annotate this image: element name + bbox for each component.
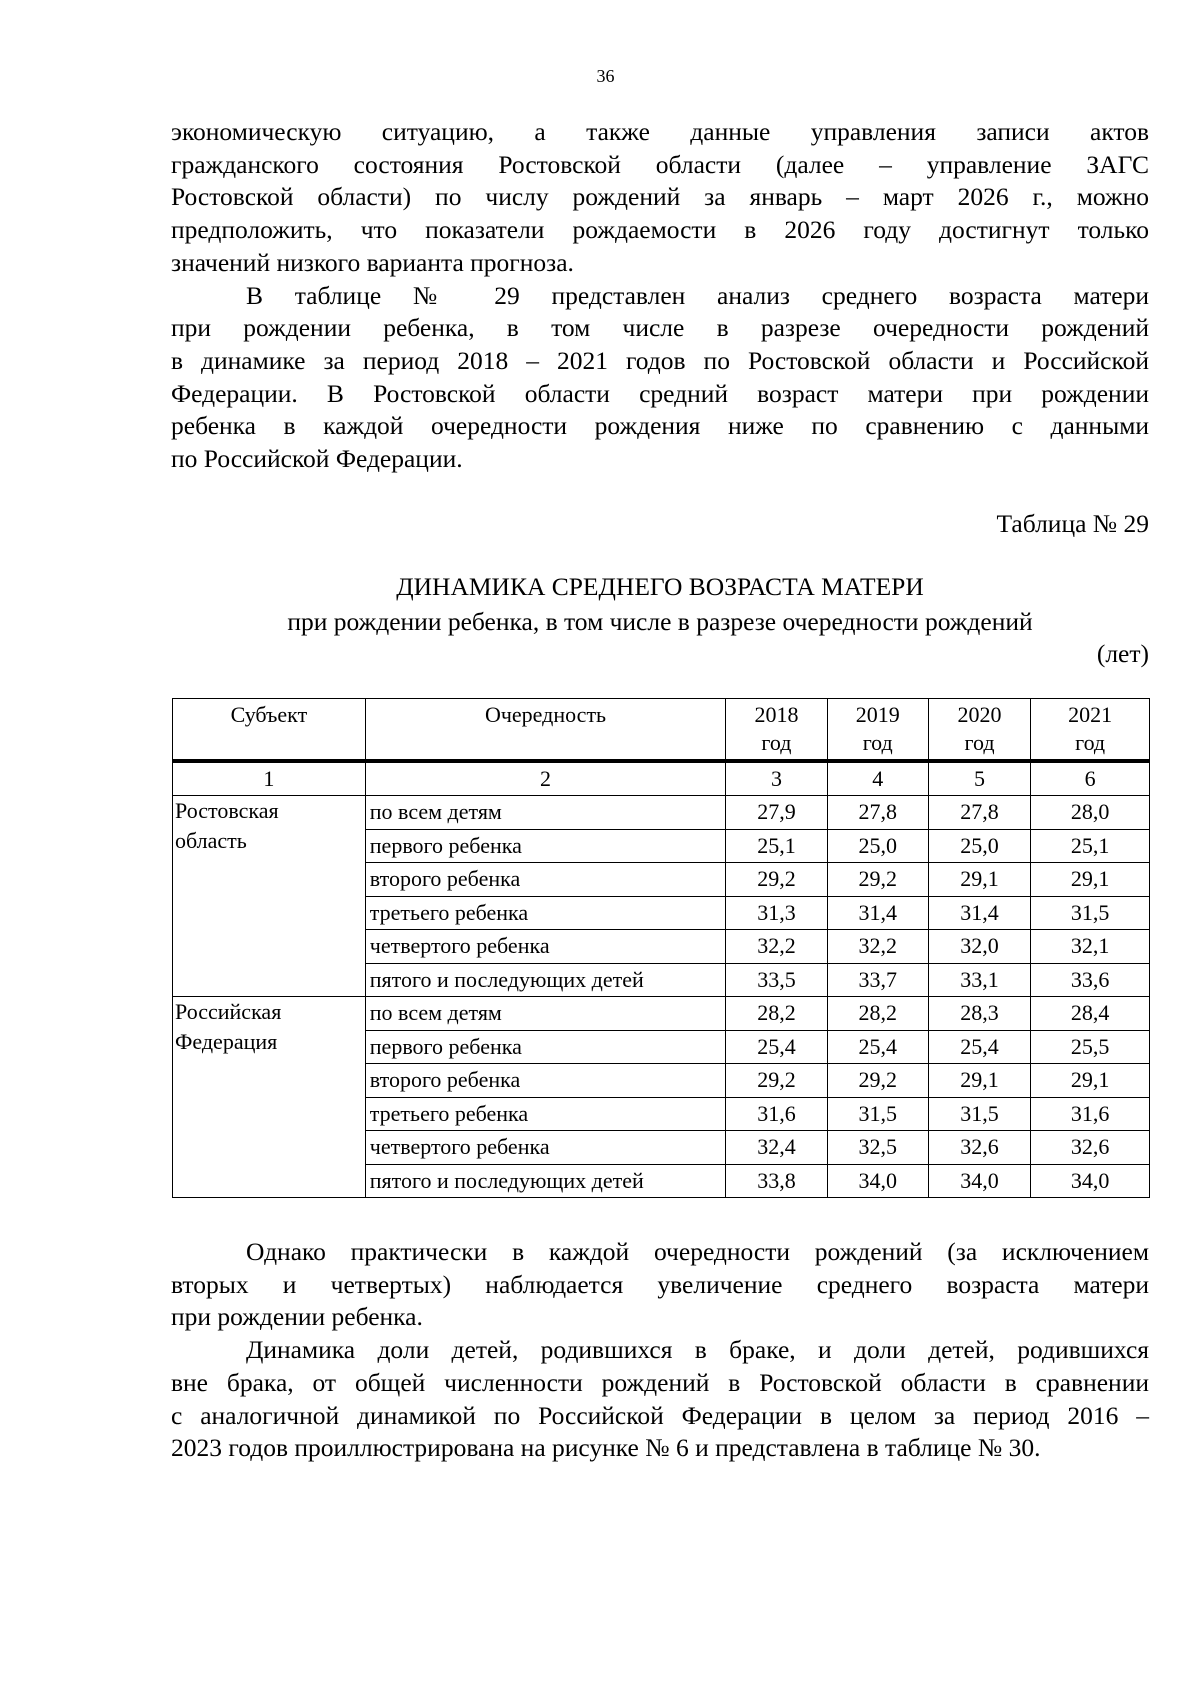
order-cell: четвертого ребенка bbox=[365, 1131, 726, 1165]
text-line: при рождении ребенка. bbox=[171, 1302, 423, 1332]
text-line: предположить, что показатели рождаемости в 2026 году достигнут только bbox=[171, 215, 1149, 245]
value-cell: 29,1 bbox=[928, 1064, 1030, 1098]
value-cell: 31,4 bbox=[928, 896, 1030, 930]
value-cell: 27,8 bbox=[928, 796, 1030, 830]
text-line: по Российской Федерации. bbox=[171, 444, 463, 474]
value-cell: 25,4 bbox=[726, 1030, 827, 1064]
value-cell: 31,4 bbox=[827, 896, 928, 930]
value-cell: 25,1 bbox=[726, 829, 827, 863]
value-cell: 29,1 bbox=[1031, 1064, 1150, 1098]
value-cell: 29,1 bbox=[928, 863, 1030, 897]
header-order: Очередность bbox=[365, 699, 726, 762]
order-cell: пятого и последующих детей bbox=[365, 963, 726, 997]
value-cell: 29,2 bbox=[827, 1064, 928, 1098]
text-line: значений низкого варианта прогноза. bbox=[171, 247, 574, 277]
value-cell: 32,2 bbox=[827, 930, 928, 964]
text-line: при рождении ребенка, в том числе в разрезе очередности рождений bbox=[171, 313, 1149, 343]
subject-cell bbox=[173, 997, 366, 1198]
value-cell: 28,2 bbox=[827, 997, 928, 1031]
value-cell: 29,1 bbox=[1031, 863, 1150, 897]
subject-word: область bbox=[175, 828, 247, 853]
text-line: В таблице № 29 представлен анализ среднего возраста матери bbox=[246, 280, 1149, 310]
column-number-row bbox=[173, 761, 1150, 796]
header-year-unit: год bbox=[964, 730, 995, 755]
value-cell: 33,7 bbox=[827, 963, 928, 997]
order-cell: по всем детям bbox=[365, 997, 726, 1031]
value-cell: 25,1 bbox=[1031, 829, 1150, 863]
value-cell: 28,2 bbox=[726, 997, 827, 1031]
order-cell: первого ребенка bbox=[365, 1030, 726, 1064]
value-cell: 32,4 bbox=[726, 1131, 827, 1165]
order-cell: четвертого ребенка bbox=[365, 930, 726, 964]
header-year-2020 bbox=[928, 699, 1030, 762]
value-cell: 34,0 bbox=[827, 1164, 928, 1198]
subject-word: Российская bbox=[175, 999, 282, 1024]
order-cell: пятого и последующих детей bbox=[365, 1164, 726, 1198]
value-cell: 31,3 bbox=[726, 896, 827, 930]
text-line: 2023 годов проиллюстрирована на рисунке № 6 и представлена в таблице № 30. bbox=[171, 1433, 1041, 1463]
subject-cell bbox=[173, 796, 366, 997]
value-cell: 31,6 bbox=[726, 1097, 827, 1131]
value-cell: 33,1 bbox=[928, 963, 1030, 997]
value-cell: 29,2 bbox=[726, 863, 827, 897]
header-year-2018 bbox=[726, 699, 827, 762]
table-body bbox=[173, 796, 1150, 1198]
value-cell: 25,4 bbox=[928, 1030, 1030, 1064]
value-cell: 27,9 bbox=[726, 796, 827, 830]
header-year-2021 bbox=[1031, 699, 1150, 762]
value-cell: 31,5 bbox=[827, 1097, 928, 1131]
header-subject: Субъект bbox=[173, 699, 366, 762]
header-year-number: 2020 bbox=[957, 702, 1002, 727]
table-unit: (лет) bbox=[1096, 639, 1149, 668]
header-year-number: 2021 bbox=[1068, 702, 1113, 727]
value-cell: 28,4 bbox=[1031, 997, 1150, 1031]
value-cell: 28,0 bbox=[1031, 796, 1150, 830]
text-line: ребенка в каждой очередности рождения ниже по сравнению с данными bbox=[171, 411, 1149, 441]
text-line: Динамика доли детей, родившихся в браке, и доли детей, родившихся bbox=[246, 1335, 1149, 1365]
subject-word: Ростовская bbox=[175, 798, 279, 823]
value-cell: 31,5 bbox=[928, 1097, 1030, 1131]
value-cell: 29,2 bbox=[827, 863, 928, 897]
header-year-number: 2019 bbox=[855, 702, 900, 727]
text-block-bottom bbox=[171, 1236, 1149, 1465]
value-cell: 34,0 bbox=[1031, 1164, 1150, 1198]
value-cell: 29,2 bbox=[726, 1064, 827, 1098]
text-line: гражданского состояния Ростовской области (далее – управление ЗАГС bbox=[171, 149, 1149, 179]
order-cell: третьего ребенка bbox=[365, 896, 726, 930]
value-cell: 33,8 bbox=[726, 1164, 827, 1198]
header-year-2019 bbox=[827, 699, 928, 762]
header-year-number: 2018 bbox=[754, 702, 799, 727]
value-cell: 25,4 bbox=[827, 1030, 928, 1064]
value-cell: 27,8 bbox=[827, 796, 928, 830]
value-cell: 32,1 bbox=[1031, 930, 1150, 964]
mother-age-table bbox=[172, 698, 1150, 1198]
header-year-unit: год bbox=[862, 730, 893, 755]
value-cell: 31,5 bbox=[1031, 896, 1150, 930]
value-cell: 33,6 bbox=[1031, 963, 1150, 997]
column-number: 3 bbox=[726, 761, 827, 796]
text-line: Ростовской области) по числу рождений за январь – март 2026 г., можно bbox=[171, 182, 1149, 212]
value-cell: 34,0 bbox=[928, 1164, 1030, 1198]
text-line: вторых и четвертых) наблюдается увеличение среднего возраста матери bbox=[171, 1269, 1149, 1299]
table-caption: Таблица № 29 bbox=[996, 509, 1149, 538]
table-row bbox=[173, 997, 1150, 1031]
text-line: в динамике за период 2018 – 2021 годов по Ростовской области и Российской bbox=[171, 345, 1149, 375]
table-row bbox=[173, 796, 1150, 830]
value-cell: 32,6 bbox=[1031, 1131, 1150, 1165]
column-number: 6 bbox=[1031, 761, 1150, 796]
order-cell: третьего ребенка bbox=[365, 1097, 726, 1131]
order-cell: первого ребенка bbox=[365, 829, 726, 863]
value-cell: 32,0 bbox=[928, 930, 1030, 964]
column-number: 5 bbox=[928, 761, 1030, 796]
order-cell: по всем детям bbox=[365, 796, 726, 830]
value-cell: 33,5 bbox=[726, 963, 827, 997]
text-line: вне брака, от общей численности рождений в Ростовской области в сравнении bbox=[171, 1367, 1149, 1397]
text-line: Однако практически в каждой очередности рождений (за исключением bbox=[246, 1237, 1149, 1266]
value-cell: 31,6 bbox=[1031, 1097, 1150, 1131]
table-header-row bbox=[173, 699, 1150, 762]
value-cell: 28,3 bbox=[928, 997, 1030, 1031]
table-subtitle: при рождении ребенка, в том числе в разрезе очередности рождений bbox=[287, 607, 1033, 636]
table-title: ДИНАМИКА СРЕДНЕГО ВОЗРАСТА МАТЕРИ bbox=[396, 572, 924, 601]
subject-word: Федерация bbox=[175, 1029, 278, 1054]
order-cell: второго ребенка bbox=[365, 1064, 726, 1098]
value-cell: 32,6 bbox=[928, 1131, 1030, 1165]
header-year-unit: год bbox=[1075, 730, 1106, 755]
value-cell: 25,5 bbox=[1031, 1030, 1150, 1064]
page-number: 36 bbox=[596, 66, 615, 86]
value-cell: 32,2 bbox=[726, 930, 827, 964]
column-number: 1 bbox=[173, 761, 366, 796]
header-year-unit: год bbox=[761, 730, 792, 755]
text-line: Федерации. В Ростовской области средний возраст матери при рождении bbox=[171, 378, 1149, 408]
column-number: 4 bbox=[827, 761, 928, 796]
column-number: 2 bbox=[365, 761, 726, 796]
value-cell: 25,0 bbox=[928, 829, 1030, 863]
text-block-top bbox=[171, 116, 1149, 476]
value-cell: 25,0 bbox=[827, 829, 928, 863]
text-line: экономическую ситуацию, а также данные управления записи актов bbox=[171, 117, 1149, 146]
order-cell: второго ребенка bbox=[365, 863, 726, 897]
value-cell: 32,5 bbox=[827, 1131, 928, 1165]
text-line: с аналогичной динамикой по Российской Федерации в целом за период 2016 – bbox=[171, 1400, 1149, 1430]
